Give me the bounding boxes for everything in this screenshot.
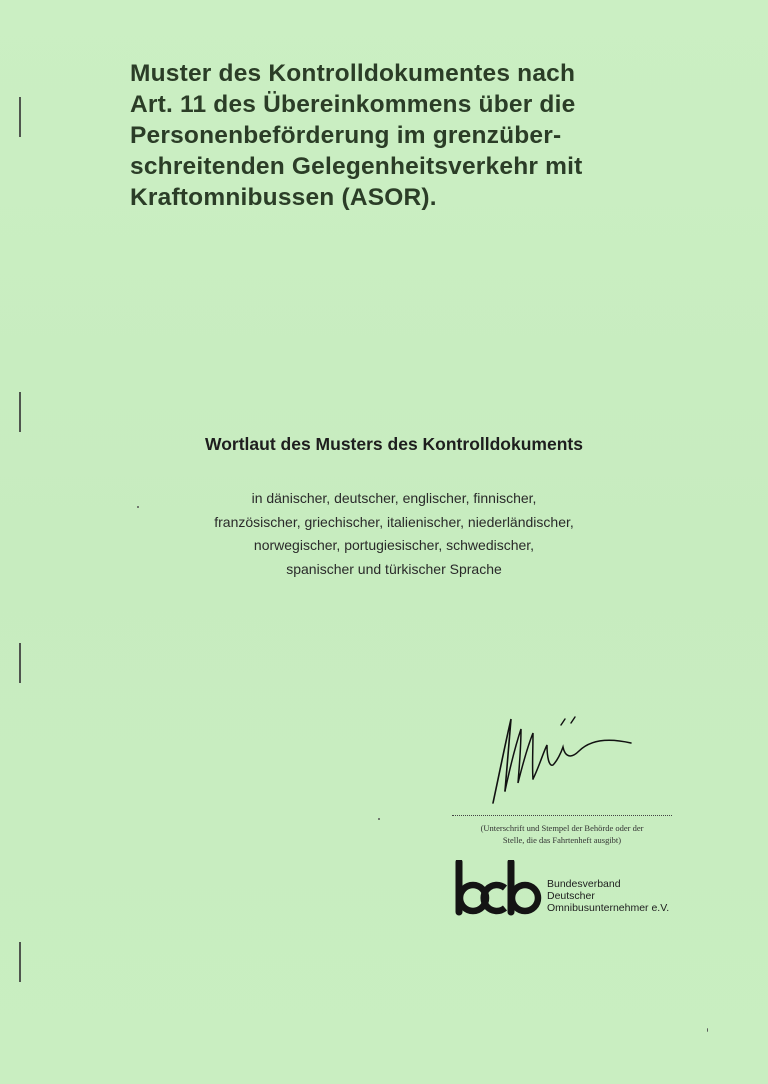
signature-line [452, 815, 672, 816]
organization-name [547, 878, 669, 914]
title-line: Art. 11 des Übereinkommens über die [130, 91, 576, 118]
language-line: in dänischer, deutscher, englischer, finnischer, [251, 490, 537, 506]
punch-mark [19, 643, 21, 683]
document-title [130, 58, 690, 213]
language-line: französischer, griechischer, italienischer, niederländischer, [214, 513, 574, 530]
title-line: Personenbeförderung im grenzüber- [130, 122, 562, 149]
title-line: Muster des Kontrolldokumentes nach [130, 60, 576, 87]
signature-caption [446, 822, 678, 846]
title-line: Kraftomnibussen (ASOR). [130, 184, 437, 211]
bdo-logo [453, 860, 543, 916]
paper-speck [137, 506, 139, 508]
paper-speck [378, 818, 380, 820]
language-list [0, 487, 768, 581]
punch-mark [19, 942, 21, 982]
organization-name-line: Deutscher [547, 890, 595, 902]
punch-mark [19, 392, 21, 432]
language-line: norwegischer, portugiesischer, schwedischer, [253, 537, 535, 553]
organization-name-line: Bundesverband [547, 878, 621, 890]
language-line: spanischer und türkischer Sprache [286, 560, 502, 577]
handwritten-signature [485, 705, 645, 810]
paper-speck [707, 1028, 708, 1032]
organization-name-line: Omnibusunternehmer e.V. [547, 902, 670, 914]
signature-caption-line: Stelle, die das Fahrtenheft ausgibt) [502, 835, 622, 845]
signature-caption-line: (Unterschrift und Stempel der Behörde oder der [480, 823, 644, 833]
document-subtitle: Wortlaut des Musters des Kontrolldokuments [205, 434, 583, 454]
title-line: schreitenden Gelegenheitsverkehr mit [130, 153, 583, 180]
punch-mark [19, 97, 21, 137]
